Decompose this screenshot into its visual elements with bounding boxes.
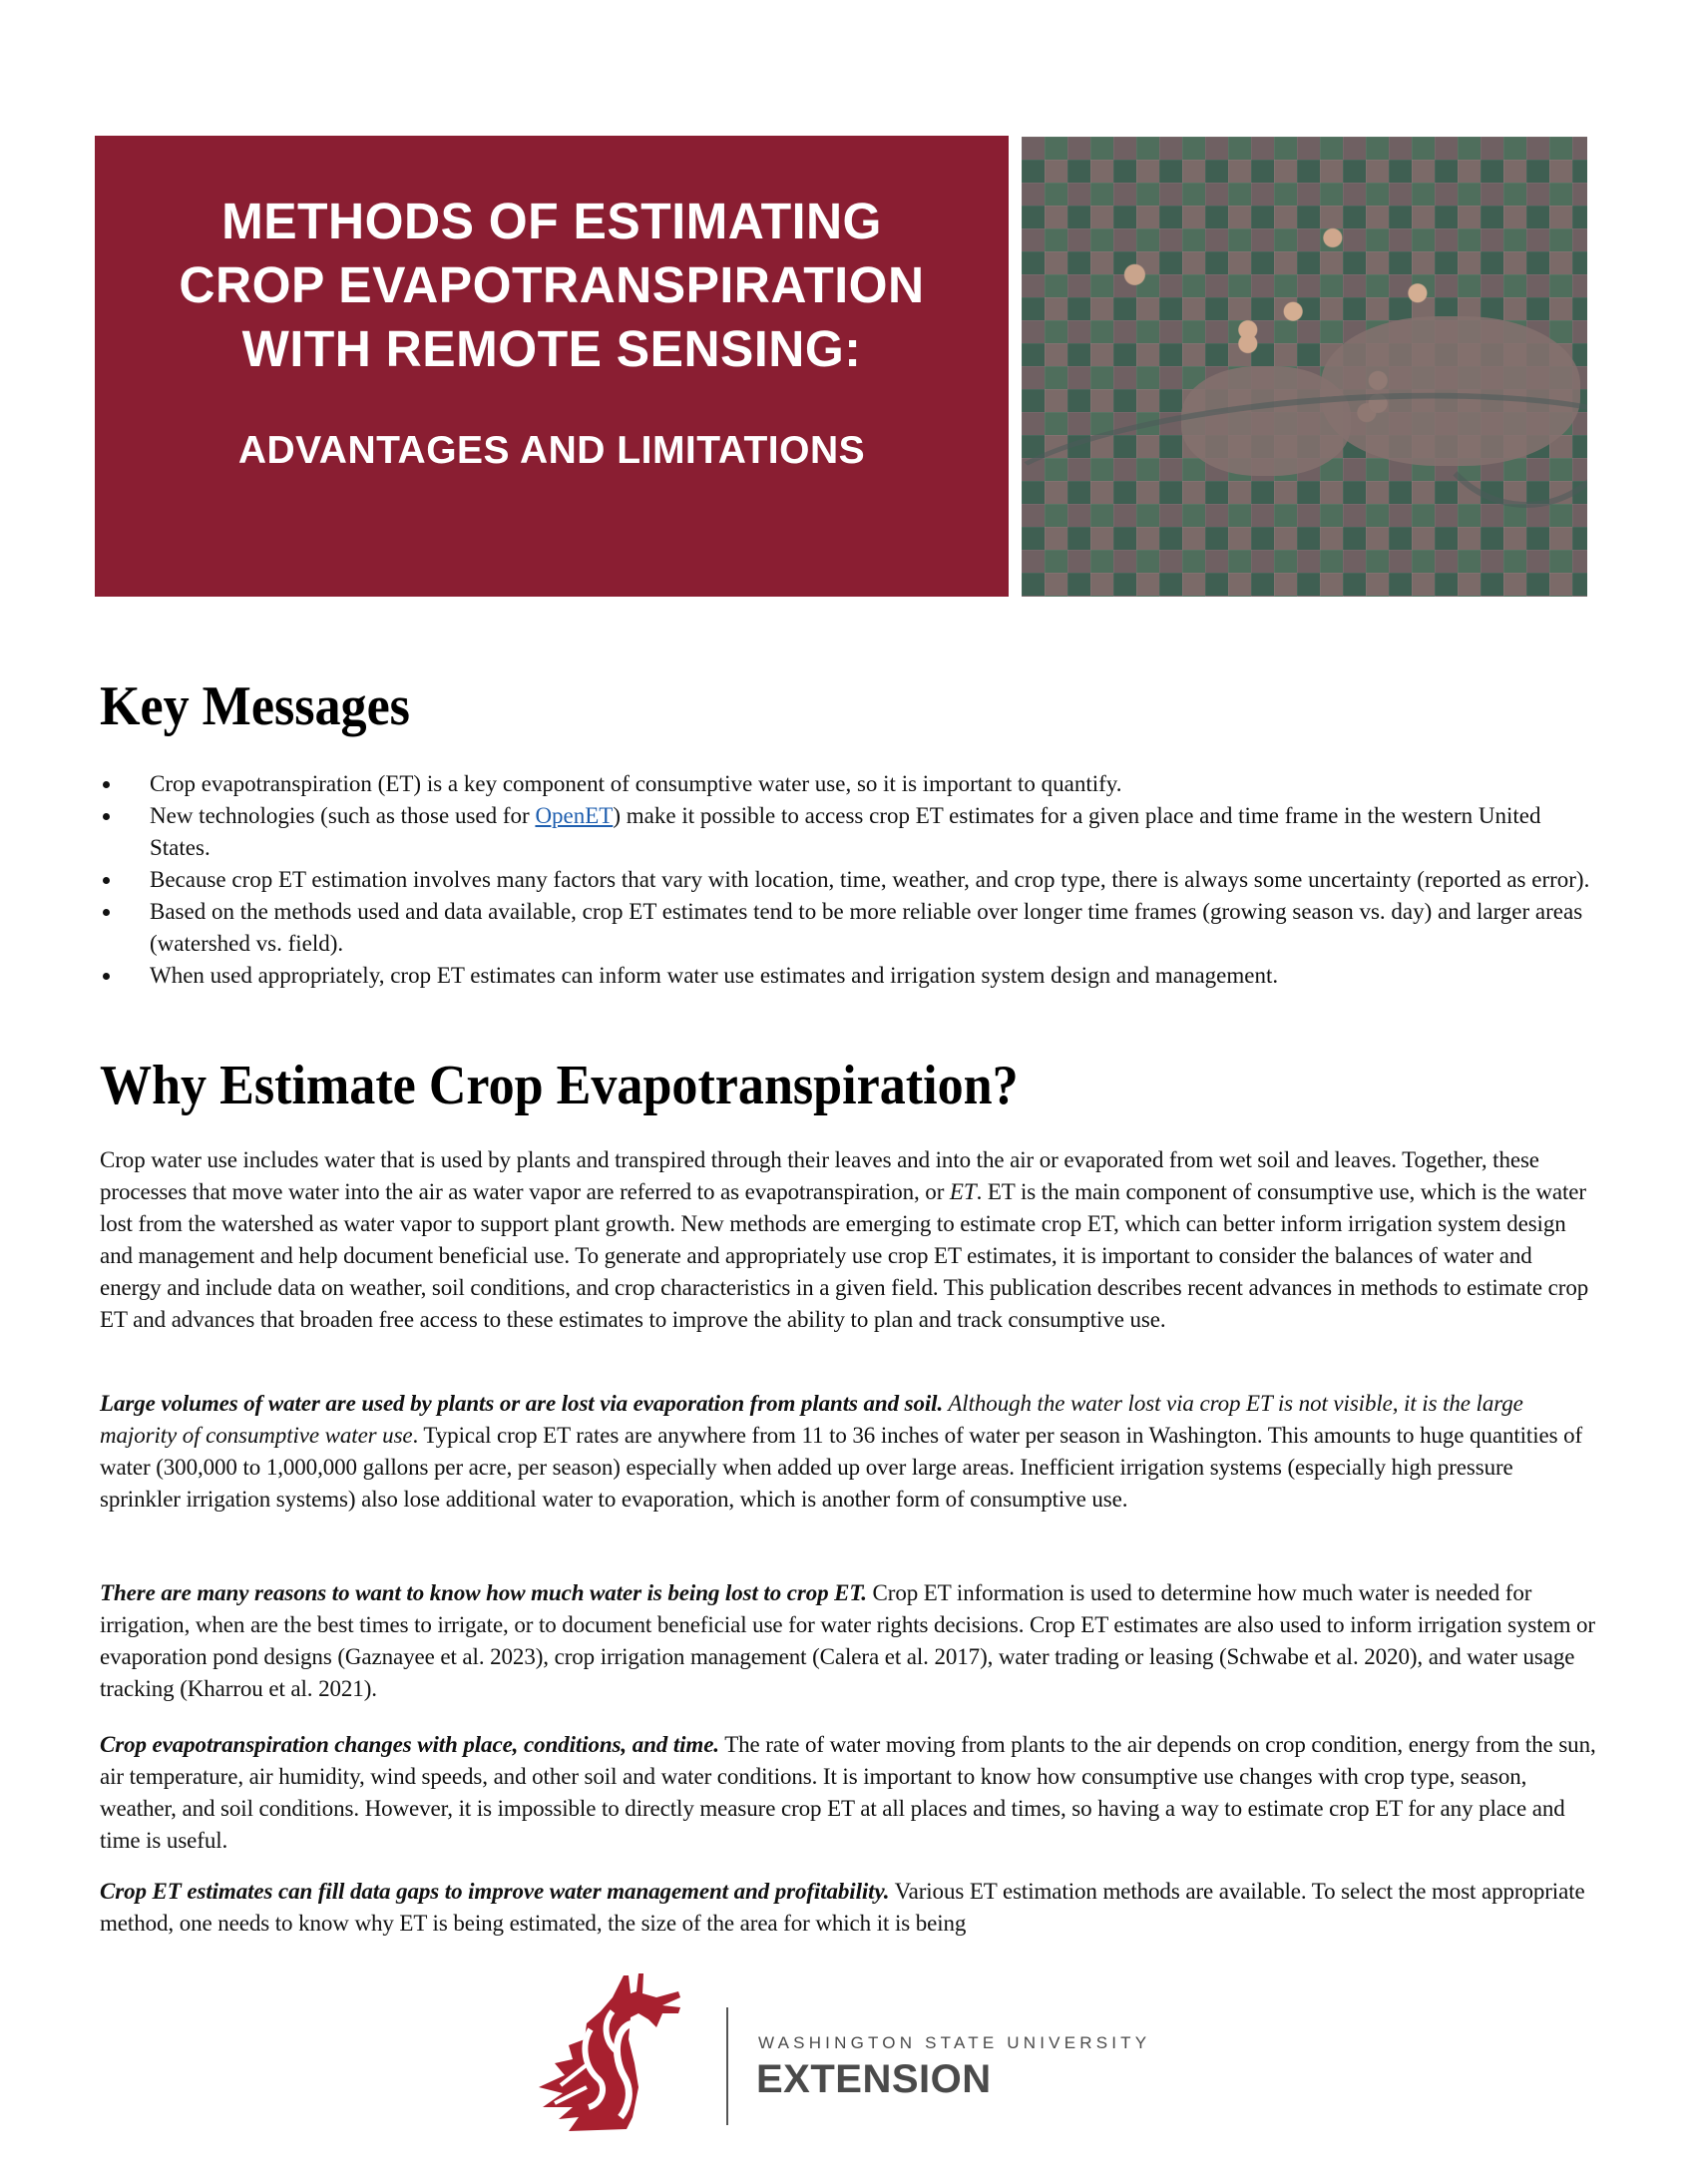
document-subtitle: ADVANTAGES AND LIMITATIONS bbox=[237, 429, 866, 472]
why-estimate-heading: Why Estimate Crop Evapotranspiration? bbox=[100, 1055, 1019, 1116]
key-messages-heading: Key Messages bbox=[100, 675, 410, 737]
paragraph-lead: Crop ET estimates can fill data gaps to improve water management and profitability. bbox=[100, 1879, 890, 1904]
body-paragraph-reasons: There are many reasons to want to know how much water is being lost to crop ET. Crop ET information is used to determine how much water is needed for irrigation, when are the best times to irrigate, or to document beneficial use for water rights decisions. Crop ET estimates are also used to inform irrigation system or evaporation pond designs (Gaznayee et al. 2023), crop irrigation management (Calera et al. 2017), water trading or leasing (Schwabe et al. 2020), and water usage tracking (Kharrou et al. 2021). bbox=[100, 1580, 1595, 1701]
key-messages-list bbox=[100, 768, 1596, 992]
wsu-extension-logo bbox=[529, 1967, 1187, 2142]
satellite-farmland-image bbox=[1022, 137, 1587, 597]
university-name: WASHINGTON STATE UNIVERSITY bbox=[758, 2033, 1151, 2052]
bullet-icon bbox=[103, 973, 110, 980]
image-river-channel bbox=[1022, 371, 1587, 592]
document-title bbox=[104, 190, 1000, 381]
key-message-item: When used appropriately, crop ET estimates can inform water use estimates and irrigation system design and management. bbox=[100, 960, 1596, 992]
bullet-icon bbox=[103, 909, 110, 916]
paragraph-lead: Large volumes of water are used by plants or are lost via evaporation from plants and soil. bbox=[100, 1391, 944, 1416]
title-line-1: METHODS OF ESTIMATING bbox=[221, 193, 882, 249]
extension-label: EXTENSION bbox=[756, 2057, 992, 2101]
openet-link[interactable]: OpenET bbox=[535, 803, 614, 828]
key-message-item: Crop evapotranspiration (ET) is a key component of consumptive water use, so it is important to quantify. bbox=[100, 768, 1596, 800]
body-paragraph-changes: Crop evapotranspiration changes with place, conditions, and time. The rate of water moving from plants to the air depends on crop condition, energy from the sun, air temperature, air humidity, wind speeds, and other soil and water conditions. It is important to know how consumptive use changes with crop type, season, weather, and soil conditions. However, it is impossible to directly measure crop ET at all places and times, so having a way to estimate crop ET for any place and time is useful. bbox=[100, 1732, 1596, 1853]
body-paragraph-large-volumes: Large volumes of water are used by plants or are lost via evaporation from plants and soil. Although the water lost via crop ET is not visible, it is the large majority of consumptive water use. Typical crop ET rates are anywhere from 11 to 36 inches of water per season in Washington. This amounts to huge quantities of water (300,000 to 1,000,000 gallons per acre, per season) especially when added up over large areas. Inefficient irrigation systems (especially high pressure sprinkler irrigation systems) also lose additional water to evaporation, which is another form of consumptive use. bbox=[100, 1391, 1583, 1512]
body-paragraph-data-gaps: Crop ET estimates can fill data gaps to improve water management and profitability. Various ET estimation methods are available. To select the most appropriate method, one needs to know why ET is being estimated, the size of the area for which it is being bbox=[100, 1879, 1585, 1936]
key-message-item: New technologies (such as those used for OpenET) make it possible to access crop ET estimates for a given place and time frame in the western United States. bbox=[100, 800, 1596, 864]
et-term: ET bbox=[949, 1179, 977, 1204]
title-line-2: CROP EVAPOTRANSPIRATION bbox=[179, 256, 925, 313]
paragraph-lead: There are many reasons to want to know how much water is being lost to crop ET. bbox=[100, 1580, 867, 1605]
body-paragraph-intro: Crop water use includes water that is used by plants and transpired through their leaves and into the air or evaporated from wet soil and leaves. Together, these processes that move water into the air as water vapor are referred to as evapotranspiration, or ET. ET is the main component of consumptive use, which is the water lost from the watershed as water vapor to support plant growth. New methods are emerging to estimate crop ET, which can better inform irrigation system design and management and help document beneficial use. To generate and appropriately use crop ET estimates, it is important to consider the balances of water and energy and include data on weather, soil conditions, and crop characteristics in a given field. This publication describes recent advances in methods to estimate crop ET and advances that broaden free access to these estimates to improve the ability to plan and track consumptive use. bbox=[100, 1147, 1589, 1332]
bullet-icon bbox=[103, 781, 110, 788]
logo-divider bbox=[726, 2007, 728, 2125]
wsu-cougar-head-icon bbox=[529, 1967, 698, 2132]
title-line-3: WITH REMOTE SENSING: bbox=[241, 320, 862, 377]
bullet-icon bbox=[103, 813, 110, 820]
key-message-item: Because crop ET estimation involves many factors that vary with location, time, weather, and crop type, there is always some uncertainty (reported as error). bbox=[100, 864, 1596, 896]
title-banner bbox=[95, 136, 1009, 597]
bullet-icon bbox=[103, 877, 110, 884]
key-message-item: Based on the methods used and data available, crop ET estimates tend to be more reliable over longer time frames (growing season vs. day) and larger areas (watershed vs. field). bbox=[100, 896, 1596, 960]
paragraph-lead: Crop evapotranspiration changes with place, conditions, and time. bbox=[100, 1732, 719, 1757]
